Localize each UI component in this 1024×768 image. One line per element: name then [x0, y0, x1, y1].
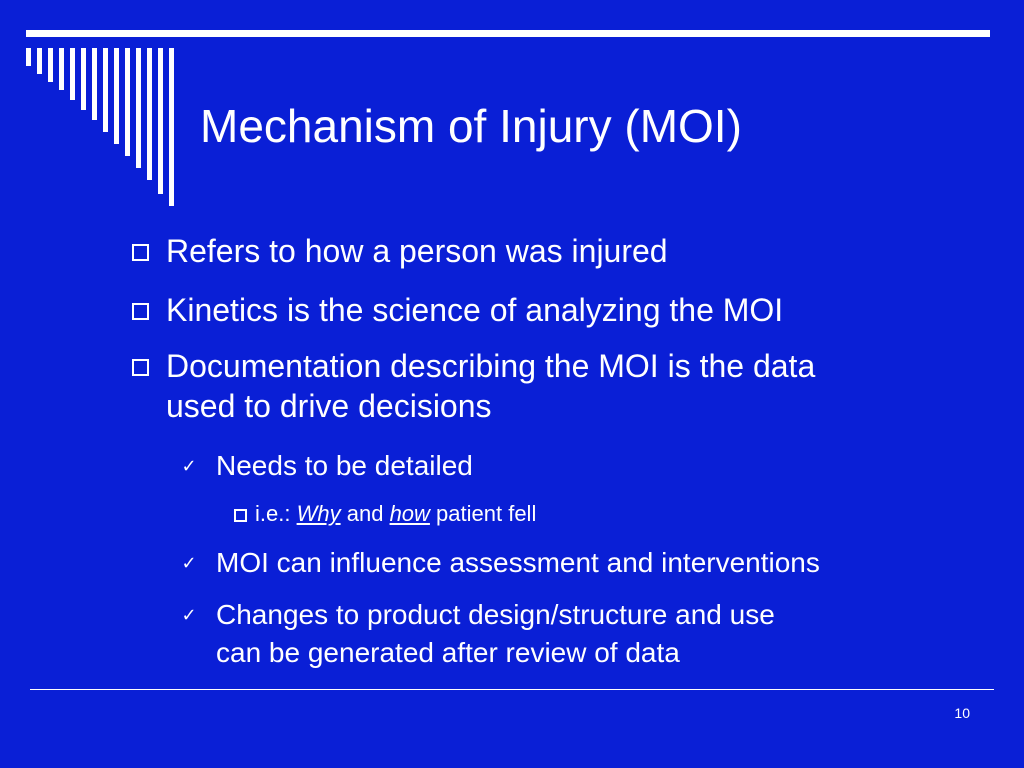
check-icon: ✓	[181, 456, 197, 476]
example-suffix: patient fell	[436, 501, 537, 526]
sub-bullet-text: Needs to be detailed	[216, 450, 473, 481]
bullet-text	[166, 346, 815, 426]
sub-bullet-item	[176, 447, 473, 485]
bullet-text-line: Documentation describing the MOI is the data	[166, 348, 816, 384]
sub-bullet-item	[176, 596, 775, 672]
bullet-text: Kinetics is the science of analyzing the MOI	[166, 292, 784, 328]
check-icon: ✓	[181, 605, 197, 625]
hollow-square-icon	[132, 303, 149, 320]
how-emphasis: how	[389, 501, 430, 526]
sub-bullet-text	[216, 596, 775, 672]
bullet-item	[132, 346, 815, 426]
page-number: 10	[954, 705, 970, 721]
bullet-text: Refers to how a person was injured	[166, 233, 668, 269]
sub-sub-bullet-text	[255, 500, 536, 528]
hollow-square-icon	[132, 359, 149, 376]
bottom-rule	[30, 689, 994, 690]
conjunction: and	[346, 501, 384, 526]
bullet-text-line: used to drive decisions	[166, 388, 492, 424]
slide-title: Mechanism of Injury (MOI)	[200, 100, 742, 152]
sub-bullet-text: MOI can influence assessment and interventions	[216, 547, 820, 578]
hollow-square-icon	[132, 244, 149, 261]
hollow-square-icon	[234, 509, 247, 522]
sub-bullet-text-line: can be generated after review of data	[216, 637, 680, 668]
bullet-item	[132, 290, 783, 330]
bullet-item	[132, 231, 668, 271]
sub-bullet-item	[176, 544, 820, 582]
example-prefix: i.e.:	[255, 501, 291, 526]
why-emphasis: Why	[296, 501, 341, 526]
sub-bullet-text-line: Changes to product design/structure and use	[216, 599, 775, 630]
sub-sub-bullet-item	[234, 500, 536, 528]
check-icon: ✓	[181, 553, 197, 573]
